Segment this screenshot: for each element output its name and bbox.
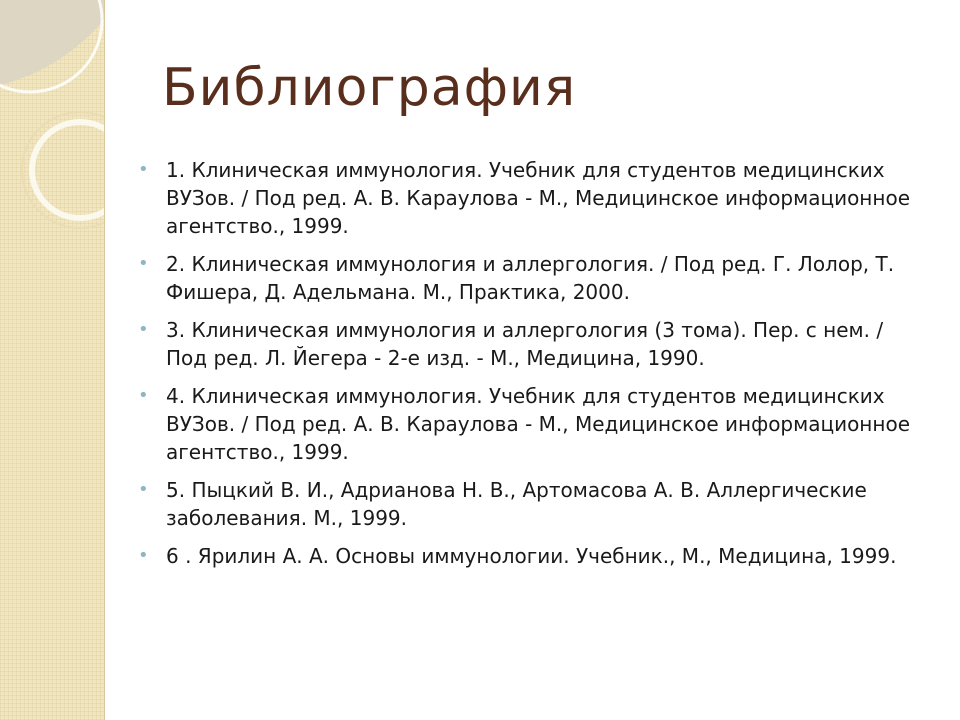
list-item [138,542,928,570]
decorative-circles-icon [0,0,104,260]
bullet-icon: • [138,545,149,566]
bibliography-entry: 6 . Ярилин А. А. Основы иммунологии. Учебник., М., Медицина, 1999. [166,544,897,568]
bullet-icon: • [138,385,149,406]
list-item [138,250,928,306]
slide-title: Библиография [162,58,577,118]
list-item [138,156,928,240]
list-item [138,476,928,532]
bibliography-entry: 1. Клиническая иммунология. Учебник для студентов медицинских ВУЗов. / Под ред. А. В. Караулова - М., Медицинское информационное агентство., 1999. [166,158,911,238]
bullet-icon: • [138,319,149,340]
side-decoration-strip [0,0,105,720]
bibliography-entry: 4. Клиническая иммунология. Учебник для студентов медицинских ВУЗов. / Под ред. А. В. Караулова - М., Медицинское информационное агентство., 1999. [166,384,911,464]
list-item [138,382,928,466]
bibliography-entry: 5. Пыцкий В. И., Адрианова Н. В., Артомасова А. В. Аллергические заболевания. М., 1999. [166,478,867,530]
bibliography-entry: 2. Клиническая иммунология и аллергология. / Под ред. Г. Лолор, Т. Фишера, Д. Адельмана. М., Практика, 2000. [166,252,895,304]
bullet-icon: • [138,479,149,500]
bibliography-list [138,156,928,580]
bullet-icon: • [138,253,149,274]
bibliography-entry: 3. Клиническая иммунология и аллергология (3 тома). Пер. с нем. / Под ред. Л. Йегера - 2-е изд. - М., Медицина, 1990. [166,318,884,370]
list-item [138,316,928,372]
bullet-icon: • [138,159,149,180]
